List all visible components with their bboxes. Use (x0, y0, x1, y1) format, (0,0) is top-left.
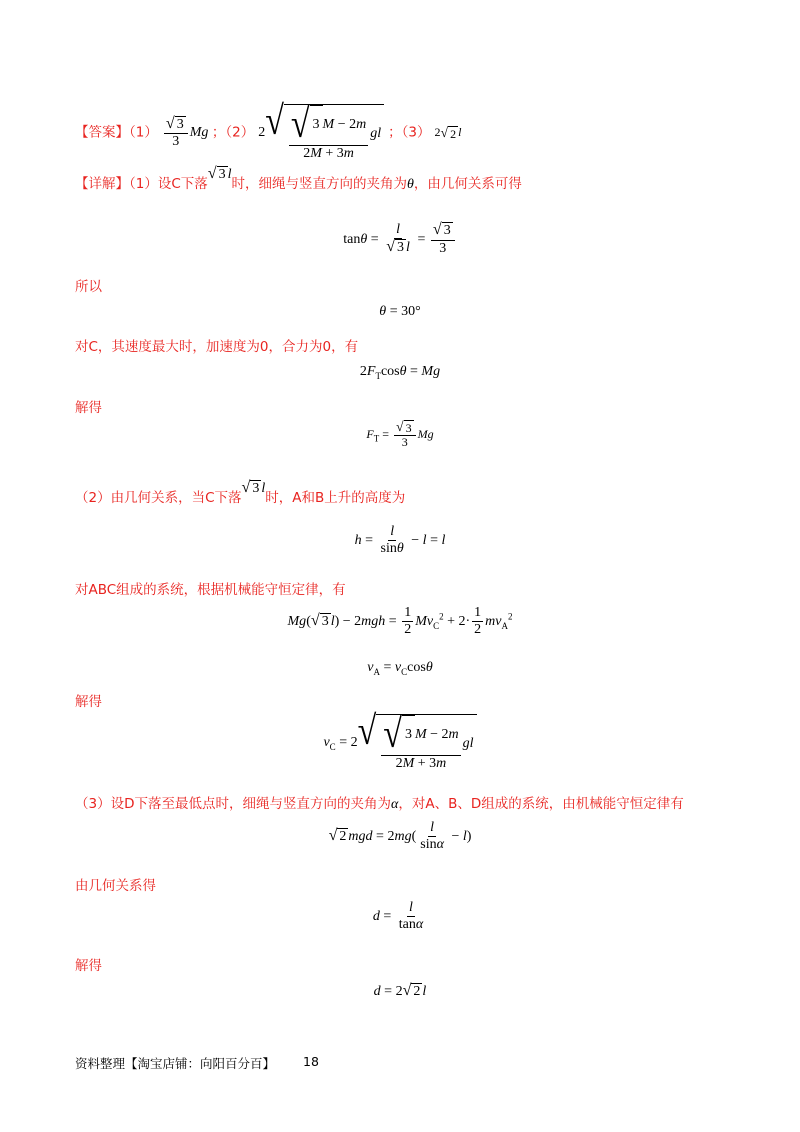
detail-label: 【详解】 (75, 176, 129, 192)
answer-3-formula: 2 √ 2 l (434, 124, 462, 141)
drop-distance-formula-2: √ 3 l (241, 478, 266, 496)
text-jiede-1: 解得 (75, 400, 102, 416)
text-force-balance: 对C，其速度最大时，加速度为0，合力为0，有 (75, 339, 359, 355)
equation-d-result: d = 2 √ 2 l (373, 981, 427, 999)
answer-line (75, 99, 462, 162)
equation-tension: $F_T$ = √ 3 3 Mg (366, 419, 434, 450)
step3-text-a: （3）设D下落至最低点时，细绳与竖直方向的夹角为 (75, 796, 391, 812)
step2-text-a: （2）由几何关系，当C下落 (75, 490, 242, 506)
page-number: 18 (303, 1054, 319, 1069)
footer-source: 资料整理【淘宝店铺：向阳百分百】 (75, 1056, 276, 1071)
text-jiede-2: 解得 (75, 694, 102, 710)
equation-height: h = $\frac{l}{\sin\theta}$ − l = l (354, 524, 446, 557)
answer-part2-label: ；（2） (211, 124, 255, 141)
equation-vc: $v_C = 2$ √ √ 3 M − 2m 2M + 3m gl (0, 714, 800, 772)
answer-1-formula: √ 3 3 Mg (165, 114, 209, 150)
answer-part1-label: （1） (129, 124, 158, 141)
equation-force-balance: $2F_T\cos\theta = Mg$ (359, 364, 441, 381)
text-geometry: 由几何关系得 (75, 878, 156, 894)
step2-text-b: 时，A和B上升的高度为 (265, 490, 406, 506)
detail-line-1 (75, 164, 522, 194)
equation-energy-d: √ 2 mgd = 2mg( $\frac{l}{\sin\alpha}$ − l) (328, 820, 472, 853)
equation-theta-30: θ = 30° (379, 304, 421, 319)
answer-2-formula: 2 √ √ 3 M − 2m 2M + 3m gl (258, 125, 384, 140)
alpha-symbol: α (390, 797, 399, 812)
text-suoyi: 所以 (75, 279, 102, 295)
detail-line-3 (75, 792, 684, 813)
detail-line-2 (75, 478, 406, 508)
answer-part3-label: ；（3） (388, 124, 431, 141)
theta-symbol: θ (407, 177, 414, 192)
text-jiede-3: 解得 (75, 958, 102, 974)
text-energy-conservation: 对ABC组成的系统，根据机械能守恒定律，有 (75, 582, 346, 598)
equation-d-tan: d = $\frac{l}{\tan\alpha}$ (372, 900, 424, 933)
equation-energy: Mg( √ 3 l) − 2mgh = $\frac{1}{2}$ $Mv_C^2 + 2\cdot$ $\frac{1}{2}$ $mv_A^2$ (287, 605, 513, 638)
step1-text-b: 时，细绳与竖直方向的夹角为 (231, 176, 407, 192)
step1-text-c: ，由几何关系可得 (413, 176, 522, 192)
equation-tan-theta: tanθ = l √ 3 l = √ 3 3 (0, 222, 800, 257)
answer-label: 【答案】 (75, 124, 129, 141)
equation-velocity-relation: $v_A = v_C\cos\theta$ (367, 660, 433, 677)
step3-text-b: ，对A、B、D组成的系统，由机械能守恒定律有 (398, 796, 684, 812)
drop-distance-formula: √ 3 l (207, 164, 232, 182)
step1-text-a: （1）设C下落 (129, 176, 208, 192)
